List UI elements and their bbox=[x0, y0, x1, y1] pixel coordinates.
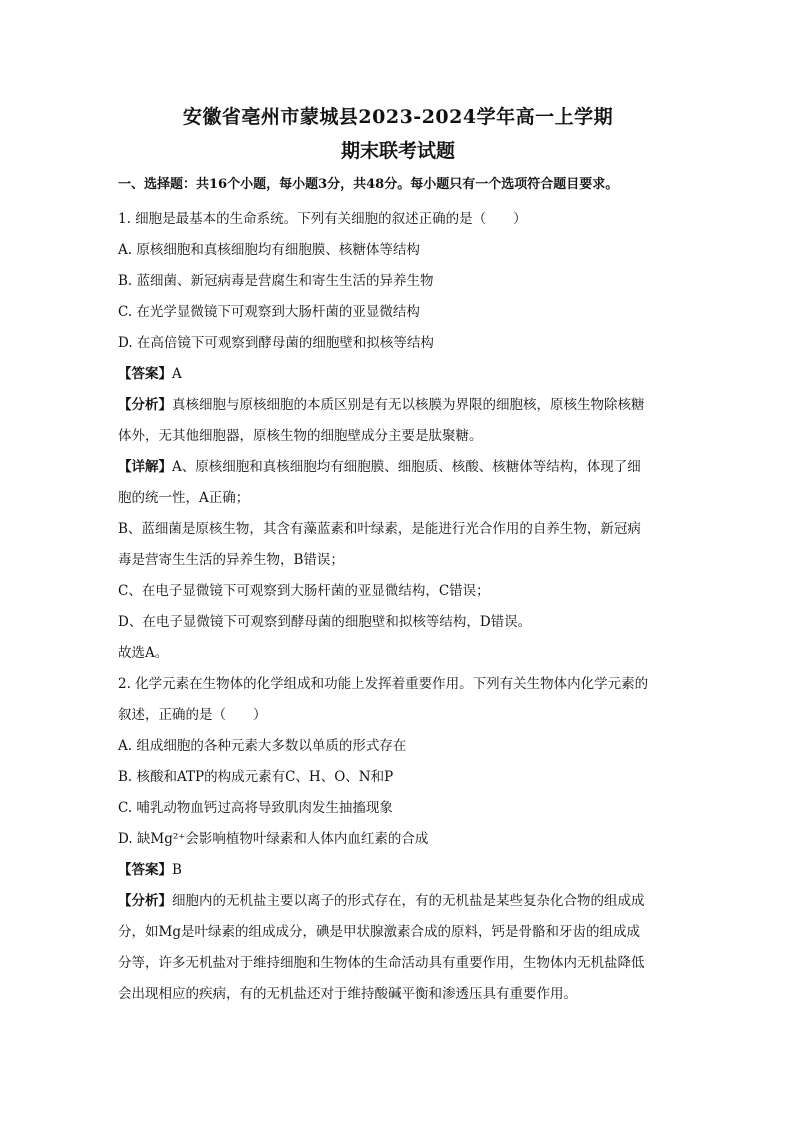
option-b: B. 核酸和ATP的构成元素有C、H、O、N和P bbox=[118, 769, 394, 785]
analysis-line: 会出现相应的疾病，有的无机盐还对于维持酸碱平衡和渗透压具有重要作用。 bbox=[118, 986, 577, 1002]
answer-line bbox=[118, 855, 678, 886]
analysis-tag: 【分析】 bbox=[118, 893, 172, 909]
option-a: A. 原核细胞和真核细胞均有细胞膜、核糖体等结构 bbox=[118, 242, 420, 258]
analysis-tag: 【分析】 bbox=[118, 397, 172, 413]
question-stem: 1. 细胞是最基本的生命系统。下列有关细胞的叙述正确的是（ ） bbox=[118, 211, 527, 227]
analysis-text: 真核细胞与原核细胞的本质区别是有无以核膜为界限的细胞核，原核生物除核糖 bbox=[172, 397, 645, 413]
option-d: D. 缺Mg²⁺会影响植物叶绿素和人体内血红素的合成 bbox=[118, 831, 429, 847]
detail-text: A、原核细胞和真核细胞均有细胞膜、细胞质、核酸、核糖体等结构，体现了细 bbox=[172, 459, 641, 475]
answer-tag: 【答案】 bbox=[118, 366, 172, 382]
detail-line: 胞的统一性，A正确； bbox=[118, 490, 250, 506]
option-d: D. 在高倍镜下可观察到酵母菌的细胞壁和拟核等结构 bbox=[118, 335, 434, 351]
detail-line: B、蓝细菌是原核生物，其含有藻蓝素和叶绿素，是能进行光合作用的自养生物，新冠病 bbox=[118, 521, 641, 537]
detail-line: D、在电子显微镜下可观察到酵母菌的细胞壁和拟核等结构，D错误。 bbox=[118, 614, 532, 630]
question-stem: 2. 化学元素在生物体的化学组成和功能上发挥着重要作用。下列有关生物体内化学元素的 bbox=[118, 676, 649, 692]
option-b: B. 蓝细菌、新冠病毒是营腐生和寄生生活的异养生物 bbox=[118, 273, 434, 289]
analysis-text: 细胞内的无机盐主要以离子的形式存在，有的无机盐是某些复杂化合物的组成成 bbox=[172, 893, 645, 909]
document-subtitle: 期末联考试题 bbox=[340, 140, 455, 162]
document-page bbox=[118, 100, 678, 1010]
question-stem: 叙述，正确的是（ ） bbox=[118, 707, 267, 723]
analysis-line: 分等，许多无机盐对于维持细胞和生物体的生命活动具有重要作用，生物体内无机盐降低 bbox=[118, 955, 645, 971]
analysis-line: 体外，无其他细胞器，原核生物的细胞壁成分主要是肽聚糖。 bbox=[118, 428, 483, 444]
option-c: C. 哺乳动物血钙过高将导致肌肉发生抽搐现象 bbox=[118, 800, 393, 816]
detail-line bbox=[118, 452, 678, 483]
detail-line: C、在电子显微镜下可观察到大肠杆菌的亚显微结构，C错误； bbox=[118, 583, 490, 599]
answer-line bbox=[118, 359, 678, 390]
conclusion: 故选A。 bbox=[118, 645, 169, 661]
option-a: A. 组成细胞的各种元素大多数以单质的形式存在 bbox=[118, 738, 407, 754]
option-c: C. 在光学显微镜下可观察到大肠杆菌的亚显微结构 bbox=[118, 304, 420, 320]
answer-value: B bbox=[172, 862, 182, 878]
question-1 bbox=[118, 204, 678, 669]
answer-tag: 【答案】 bbox=[118, 862, 172, 878]
detail-tag: 【详解】 bbox=[118, 459, 172, 475]
detail-line: 毒是营寄生生活的异养生物，B错误； bbox=[118, 552, 344, 568]
question-2 bbox=[118, 669, 678, 1010]
analysis-line bbox=[118, 390, 678, 421]
section-heading: 一、选择题：共16个小题，每小题3分，共48分。每小题只有一个选项符合题目要求。 bbox=[118, 177, 619, 192]
analysis-line: 分，如Mg是叶绿素的组成成分，碘是甲状腺激素合成的原料，钙是骨骼和牙齿的组成成 bbox=[118, 924, 640, 940]
document-title: 安徽省亳州市蒙城县2023-2024学年高一上学期 bbox=[182, 106, 614, 128]
answer-value: A bbox=[172, 366, 182, 382]
analysis-line bbox=[118, 886, 678, 917]
